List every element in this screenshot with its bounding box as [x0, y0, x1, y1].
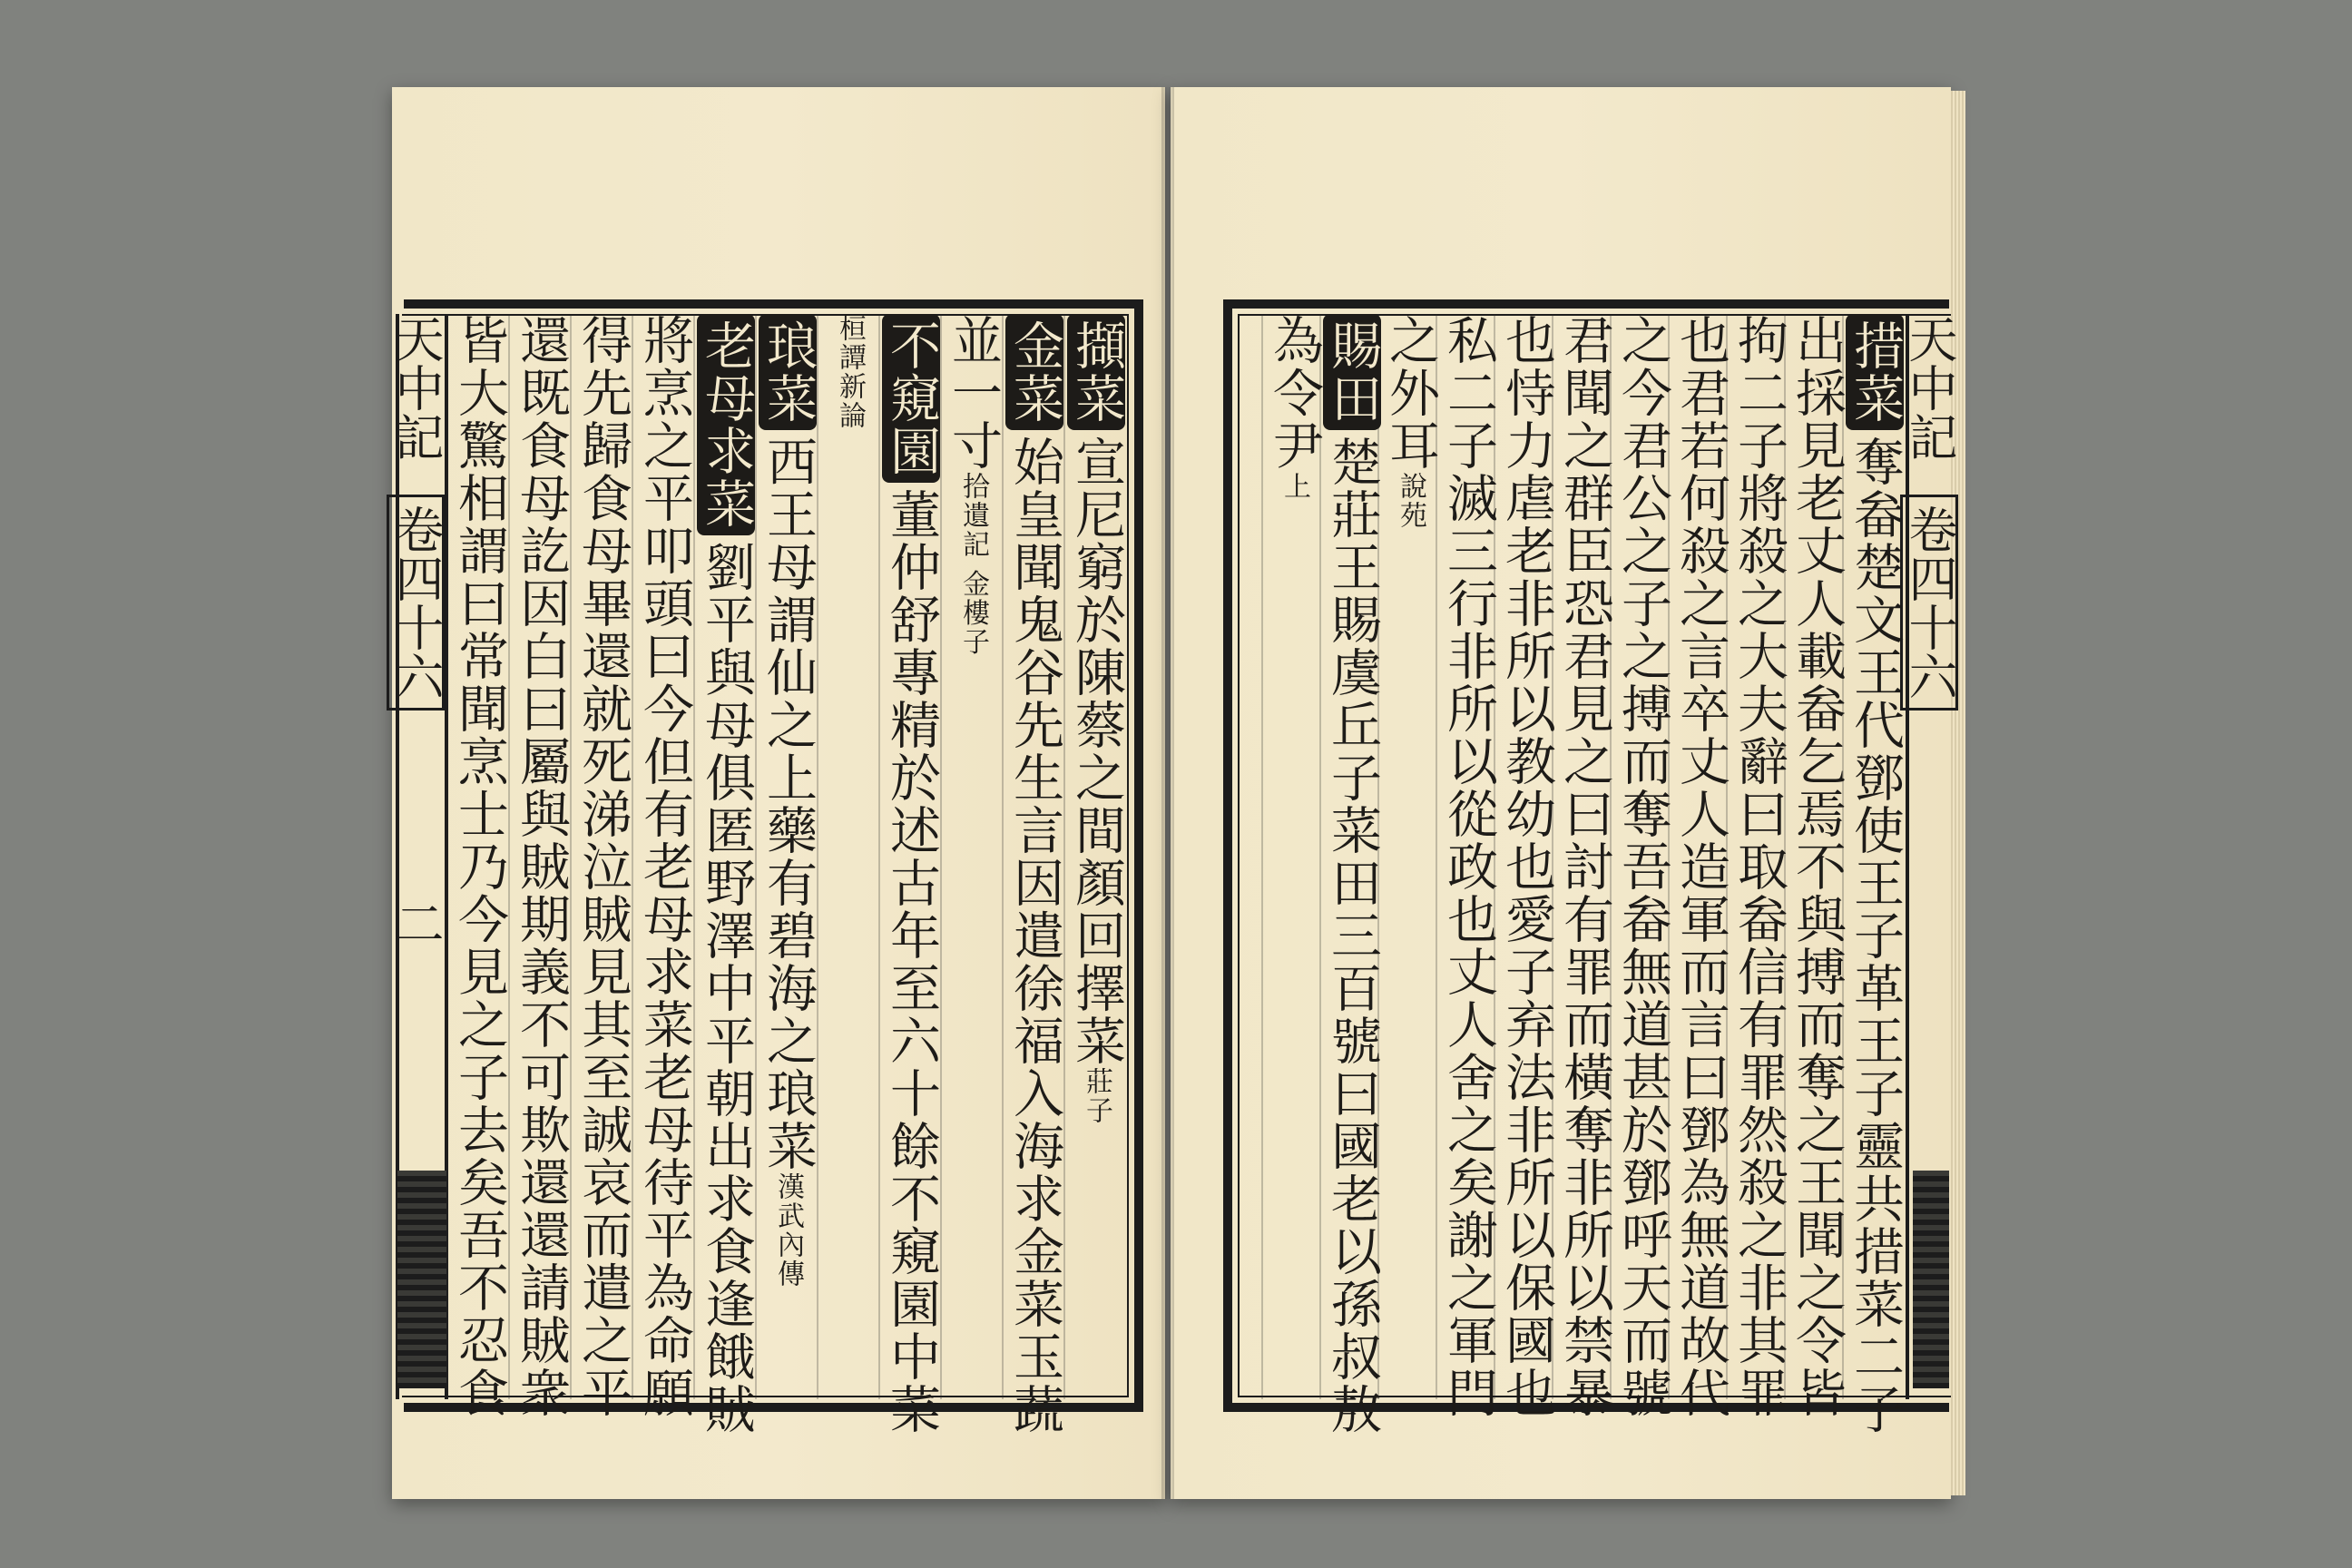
- text-column: [1497, 314, 1556, 1419]
- column-text: 始皇聞鬼谷先生言因遣徐福入海求金菜玉蔬: [1005, 436, 1064, 1436]
- fold-volume: 卷四十六: [387, 495, 445, 710]
- column-text: 董仲舒專精於述古年至六十餘不窺園中菜: [882, 488, 941, 1436]
- fold-fishtail-ornament: [1913, 1171, 1949, 1388]
- column-text: 也恃力虐老非所以教幼也愛子弃法非所以保國也: [1497, 314, 1556, 1419]
- column-text: 楚莊王賜虞丘子菜田三百號曰國老以孫叔敖: [1323, 436, 1382, 1436]
- column-rule: [446, 314, 448, 1399]
- text-column: [882, 314, 941, 1436]
- column-rule: [1002, 314, 1004, 1399]
- entry-heading-tag: 擷菜: [1067, 314, 1125, 430]
- column-text: 得先歸食母畢還就死涕泣賊見其至誠哀而遣之平: [573, 314, 632, 1419]
- text-column: [820, 314, 878, 1399]
- text-column: [1788, 314, 1847, 1419]
- column-rule: [1261, 314, 1263, 1399]
- text-column: [1005, 314, 1064, 1436]
- text-column: [1323, 314, 1382, 1436]
- column-rule: [878, 314, 880, 1399]
- text-column: [1730, 314, 1788, 1419]
- column-text: 並一寸: [944, 314, 1003, 472]
- column-text: 還既食母訖因白曰屬與賊期義不可欺還還請賊衆: [512, 314, 571, 1419]
- source-note: 說苑: [1395, 472, 1426, 530]
- text-column: [944, 314, 1002, 1399]
- column-text: 之今君公之子之搏而奪吾畚無道甚於鄧呼天而號: [1613, 314, 1672, 1419]
- column-text: 拘二子將殺之大夫辭曰取畚信有罪然殺之非其罪: [1730, 314, 1788, 1419]
- fold-page-number: 二: [387, 898, 445, 948]
- column-text: 西王母謂仙之上藥有碧海之琅菜: [759, 436, 818, 1172]
- text-column: [697, 314, 756, 1436]
- text-column: [1265, 314, 1323, 1399]
- column-text: 出採見老丈人載畚乞焉不與搏而奪之王聞之令皆: [1788, 314, 1847, 1419]
- text-column: [1067, 314, 1125, 1399]
- text-column: [1671, 314, 1730, 1419]
- book-gutter: [1161, 87, 1174, 1499]
- column-text: 宣尼窮於陳蔡之間顏回擇菜: [1067, 436, 1126, 1067]
- text-column: [635, 314, 694, 1419]
- source-note: 拾遺記 金樓子: [957, 472, 989, 657]
- source-note: 上: [1279, 472, 1310, 501]
- column-text: 皆大驚相謂曰常聞烹士乃今見之子去矣吾不忍食: [450, 314, 509, 1419]
- text-column: [573, 314, 632, 1419]
- fold-title: 天中記: [387, 314, 445, 461]
- column-text: 之外耳: [1381, 314, 1440, 472]
- column-text: 奪畚楚文王代鄧使王子革王子靈共措菜二子: [1846, 436, 1905, 1436]
- column-text: 劉平與母俱匿野澤中平朝出求食逢餓賊: [697, 541, 756, 1436]
- column-text: 君聞之群臣恐君見之曰討有罪而橫奪非所以禁暴: [1555, 314, 1614, 1419]
- entry-heading-tag: 措菜: [1846, 314, 1904, 430]
- text-column: [1846, 314, 1905, 1436]
- entry-heading-tag: 賜田: [1323, 314, 1381, 430]
- text-column: [759, 314, 817, 1399]
- column-text: 私二子滅三行非所以從政也丈人舍之矣謝之軍門: [1439, 314, 1498, 1419]
- column-text: 將烹之平叩頭曰今但有老母求菜老母待平為命願: [635, 314, 694, 1419]
- text-column: [512, 314, 571, 1419]
- source-note: 漢武內傳: [772, 1172, 804, 1289]
- text-column: [1613, 314, 1672, 1419]
- entry-heading-tag: 琅菜: [759, 314, 817, 430]
- fold-fishtail-ornament: [397, 1171, 446, 1388]
- text-column: [1555, 314, 1614, 1419]
- entry-heading-tag: 不窺園: [882, 314, 940, 483]
- source-note: 桓譚新論: [834, 314, 866, 430]
- entry-heading-tag: 老母求菜: [697, 314, 755, 535]
- fold-title: 天中記: [1901, 314, 1958, 461]
- column-text: 為令尹: [1265, 314, 1324, 472]
- text-column: [450, 314, 509, 1419]
- text-column: [1439, 314, 1498, 1419]
- source-note: 莊子: [1081, 1067, 1112, 1125]
- entry-heading-tag: 金菜: [1005, 314, 1063, 430]
- text-column: [1381, 314, 1439, 1399]
- column-text: 也君若何殺之言卒丈人造軍而言曰鄧為無道故代: [1671, 314, 1730, 1419]
- fold-volume: 卷四十六: [1900, 495, 1958, 710]
